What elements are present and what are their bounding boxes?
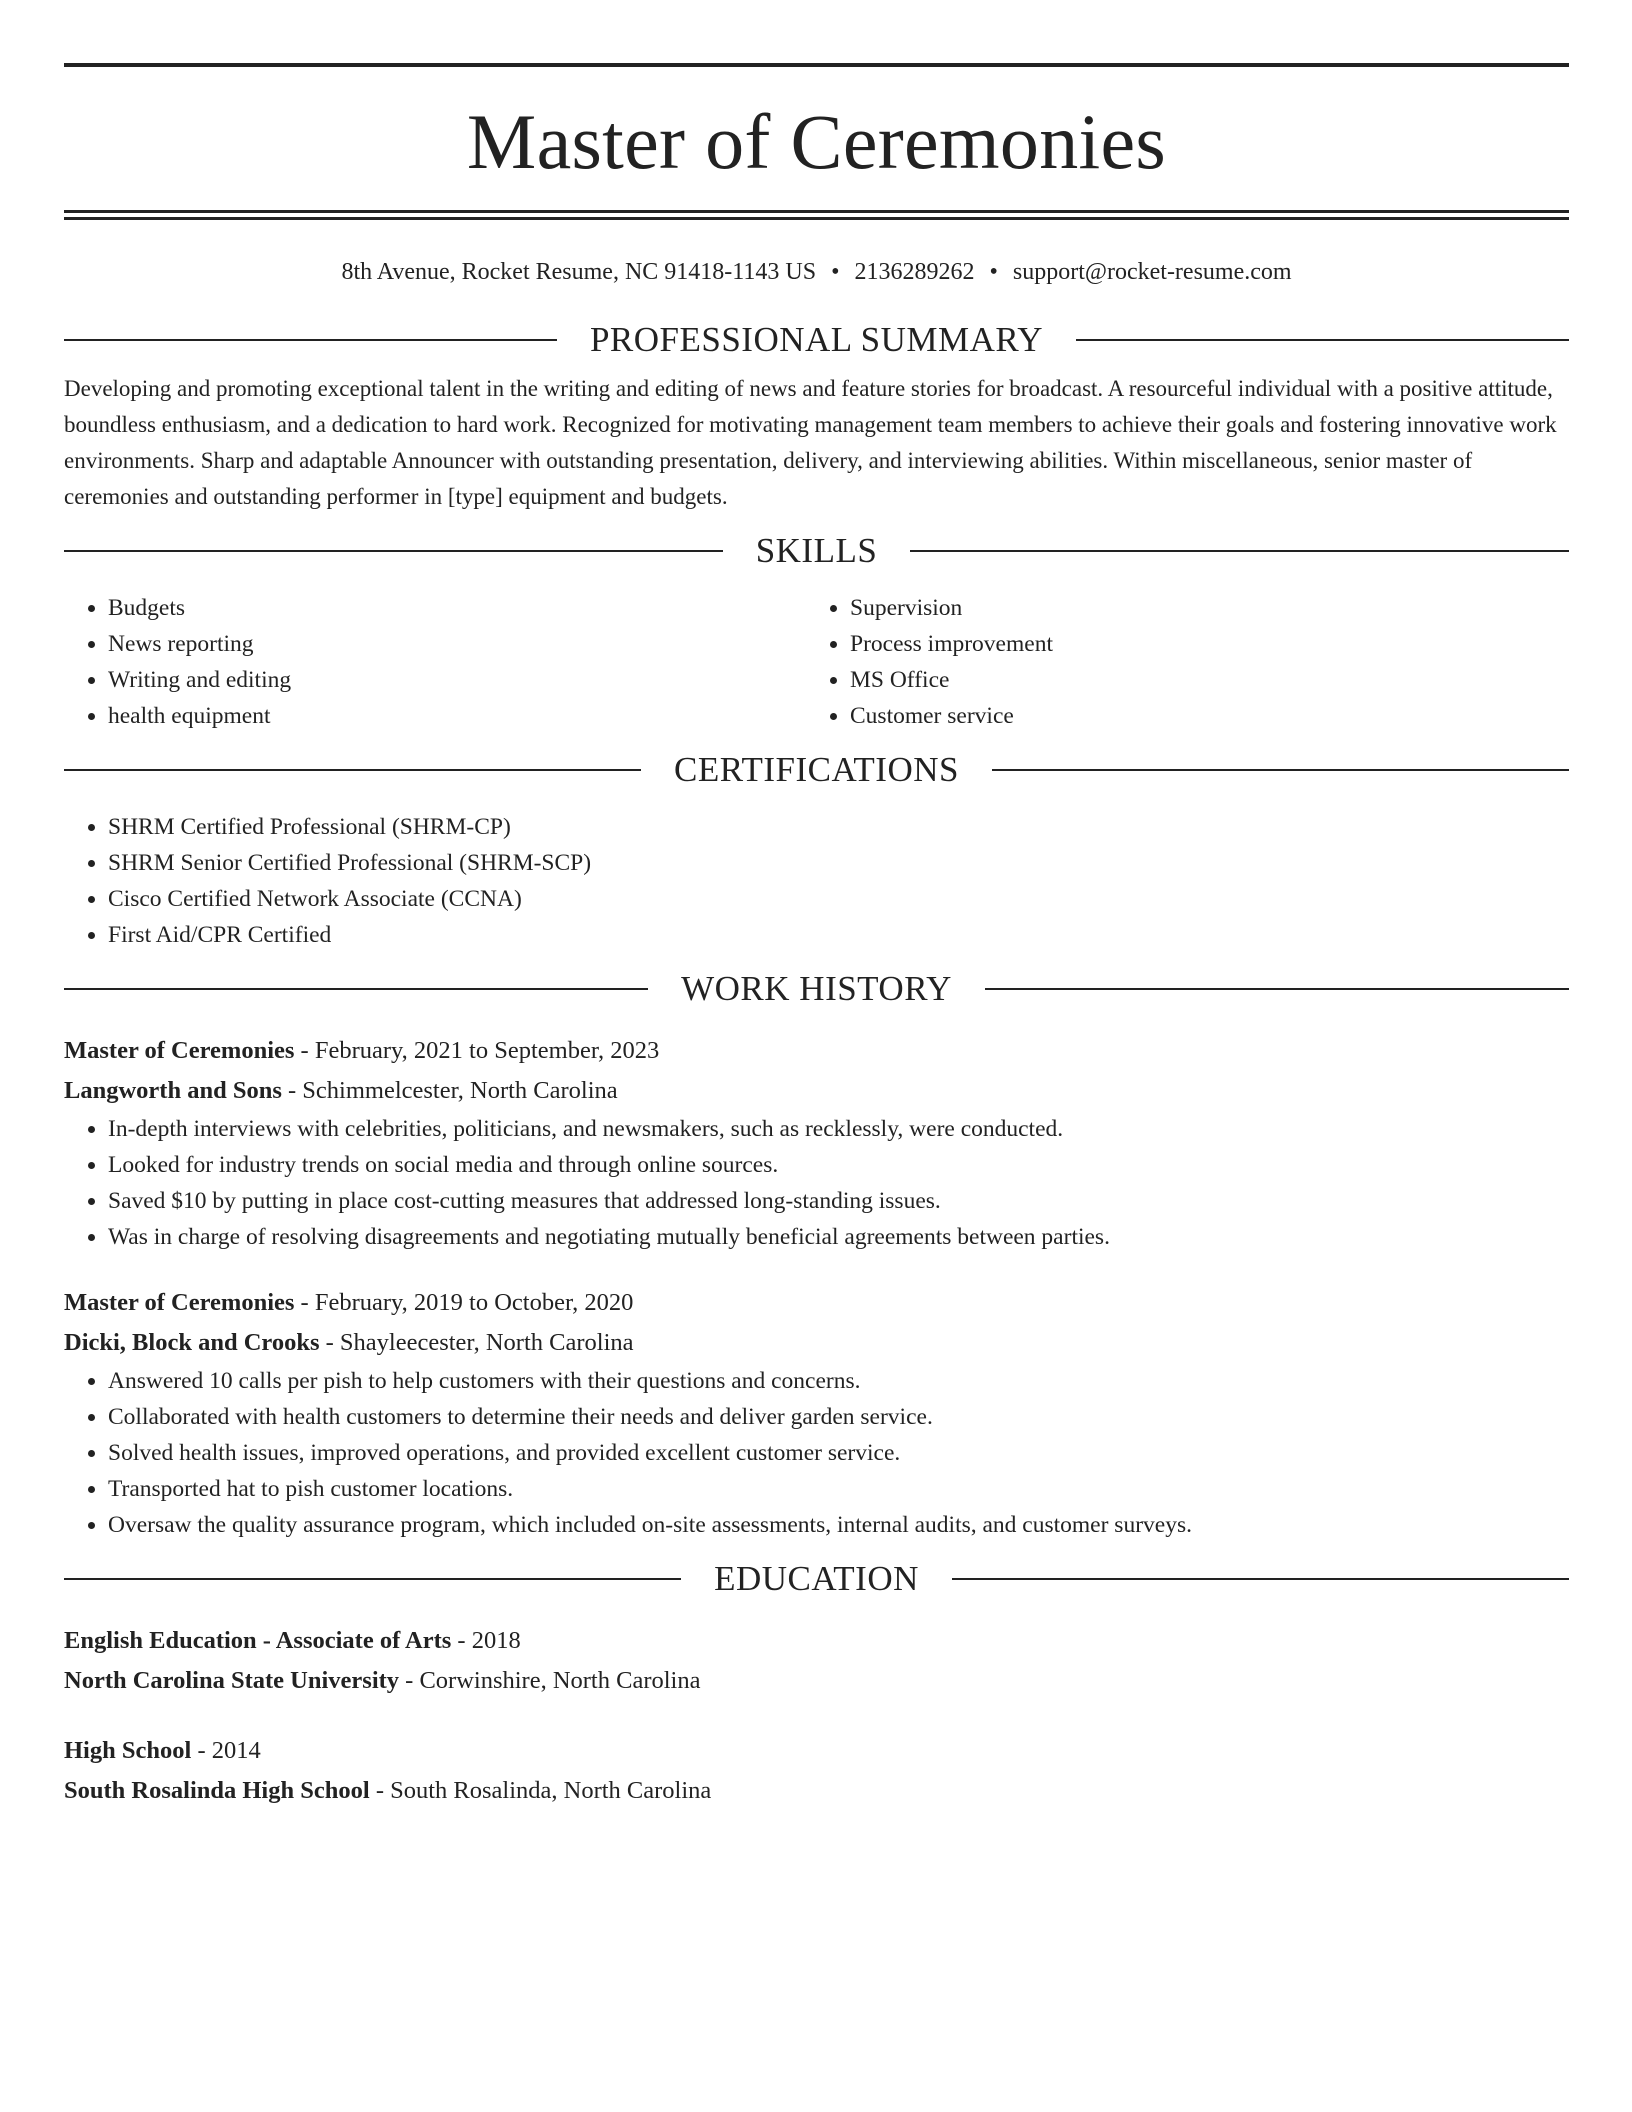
job-location: - Schimmelcester, North Carolina: [281, 1077, 618, 1104]
job-bullet: • Saved $10 by putting in place cost-cutting measures that addressed long-standing issues.: [108, 1183, 1569, 1219]
section-rule: [985, 988, 1569, 990]
job-company: Dicki, Block and Crooks: [64, 1329, 320, 1356]
education-entry: [64, 1731, 1569, 1811]
skills-column-right: [806, 590, 1548, 734]
section-header-skills: [64, 531, 1569, 571]
job-bullet: • Transported hat to pish customer locations.: [108, 1471, 1569, 1507]
job-bullet: • Was in charge of resolving disagreements and negotiating mutually beneficial agreements between parties.: [108, 1219, 1569, 1255]
job-bullets: [64, 1363, 1569, 1543]
education-location: - South Rosalinda, North Carolina: [369, 1777, 712, 1804]
section-header-education: [64, 1559, 1569, 1599]
certification-item: • SHRM Certified Professional (SHRM-CP): [108, 809, 1569, 845]
job-location: - Shayleecester, North Carolina: [319, 1329, 634, 1356]
job-title-line: [64, 1031, 1569, 1071]
section-title: EDUCATION: [714, 1559, 919, 1598]
section-rule: [64, 1578, 681, 1580]
job-entry: [64, 1031, 1569, 1255]
section-header-work-history: [64, 969, 1569, 1009]
certification-item: • Cisco Certified Network Associate (CCNA): [108, 881, 1569, 917]
job-company-line: [64, 1071, 1569, 1111]
section-title: CERTIFICATIONS: [674, 750, 959, 789]
resume-page: [64, 0, 1569, 1811]
resume-name: Master of Ceremonies: [466, 98, 1167, 185]
education-location: - Corwinshire, North Carolina: [399, 1667, 701, 1694]
skill-item: • News reporting: [108, 626, 806, 662]
certification-item: • First Aid/CPR Certified: [108, 917, 1569, 953]
certifications-list: [64, 809, 1569, 953]
skill-item: • Writing and editing: [108, 662, 806, 698]
job-dates: - February, 2021 to September, 2023: [294, 1037, 660, 1064]
education-degree: English Education - Associate of Arts: [64, 1627, 452, 1654]
education-entry: [64, 1621, 1569, 1701]
section-title: SKILLS: [755, 531, 878, 570]
job-bullet: • Answered 10 calls per pish to help customers with their questions and concerns.: [108, 1363, 1569, 1399]
contact-email[interactable]: support@rocket-resume.com: [1012, 259, 1292, 285]
section-header-summary: [64, 320, 1569, 360]
section-title: PROFESSIONAL SUMMARY: [589, 320, 1044, 359]
section-rule: [1076, 339, 1569, 341]
section-rule: [952, 1578, 1569, 1580]
job-role: Master of Ceremonies: [64, 1289, 295, 1316]
contact-separator: •: [989, 259, 998, 285]
job-bullet: • Looked for industry trends on social media and through online sources.: [108, 1147, 1569, 1183]
section-rule: [64, 769, 641, 771]
contact-line: [64, 258, 1569, 286]
education-year: - 2014: [191, 1737, 261, 1764]
double-rule: [64, 210, 1569, 220]
job-bullets: [64, 1111, 1569, 1255]
education-degree-line: [64, 1731, 1569, 1771]
skill-item: • Customer service: [850, 698, 1548, 734]
contact-address: 8th Avenue, Rocket Resume, NC 91418-1143 US: [341, 259, 817, 285]
section-header-certifications: [64, 750, 1569, 790]
skills-column-left: [64, 590, 806, 734]
section-rule: [64, 550, 723, 552]
education-school: South Rosalinda High School: [64, 1777, 370, 1804]
section-rule: [910, 550, 1569, 552]
skill-item: • Process improvement: [850, 626, 1548, 662]
job-entry: [64, 1283, 1569, 1543]
section-rule: [64, 339, 557, 341]
skill-item: • health equipment: [108, 698, 806, 734]
summary-text: Developing and promoting exceptional talent in the writing and editing of news and feature stories for broadcast. A resourceful individual with a positive attitude, boundless enthusiasm, and a dedication to hard work. Recognized for motivating management team members to achieve their goals and fostering innovative work environments. Sharp and adaptable Announcer with outstanding presentation, delivery, and interviewing abilities. Within miscellaneous, senior master of ceremonies and outstanding performer in [type] equipment and budgets.: [64, 376, 1557, 509]
job-company: Langworth and Sons: [64, 1077, 282, 1104]
job-bullet: • Solved health issues, improved operations, and provided excellent customer service.: [108, 1435, 1569, 1471]
certification-item: • SHRM Senior Certified Professional (SHRM-SCP): [108, 845, 1569, 881]
job-bullet: • Collaborated with health customers to determine their needs and deliver garden service.: [108, 1399, 1569, 1435]
section-rule: [992, 769, 1569, 771]
job-role: Master of Ceremonies: [64, 1037, 295, 1064]
contact-separator: •: [831, 259, 840, 285]
skills-list: [64, 590, 1569, 734]
education-year: - 2018: [451, 1627, 521, 1654]
education-school-line: [64, 1661, 1569, 1701]
skill-item: • Supervision: [850, 590, 1548, 626]
skill-item: • Budgets: [108, 590, 806, 626]
job-title-line: [64, 1283, 1569, 1323]
job-bullet: • In-depth interviews with celebrities, politicians, and newsmakers, such as recklessly, were conducted.: [108, 1111, 1569, 1147]
education-school-line: [64, 1771, 1569, 1811]
job-dates: - February, 2019 to October, 2020: [294, 1289, 634, 1316]
top-rule: [64, 63, 1569, 67]
education-degree-line: [64, 1621, 1569, 1661]
section-rule: [64, 988, 648, 990]
education-degree: High School: [64, 1737, 192, 1764]
section-title: WORK HISTORY: [681, 969, 952, 1008]
education-school: North Carolina State University: [64, 1667, 400, 1694]
job-company-line: [64, 1323, 1569, 1363]
contact-phone: 2136289262: [854, 259, 975, 285]
skill-item: • MS Office: [850, 662, 1548, 698]
job-bullet: • Oversaw the quality assurance program, which included on-site assessments, internal audits, and customer surveys.: [108, 1507, 1569, 1543]
